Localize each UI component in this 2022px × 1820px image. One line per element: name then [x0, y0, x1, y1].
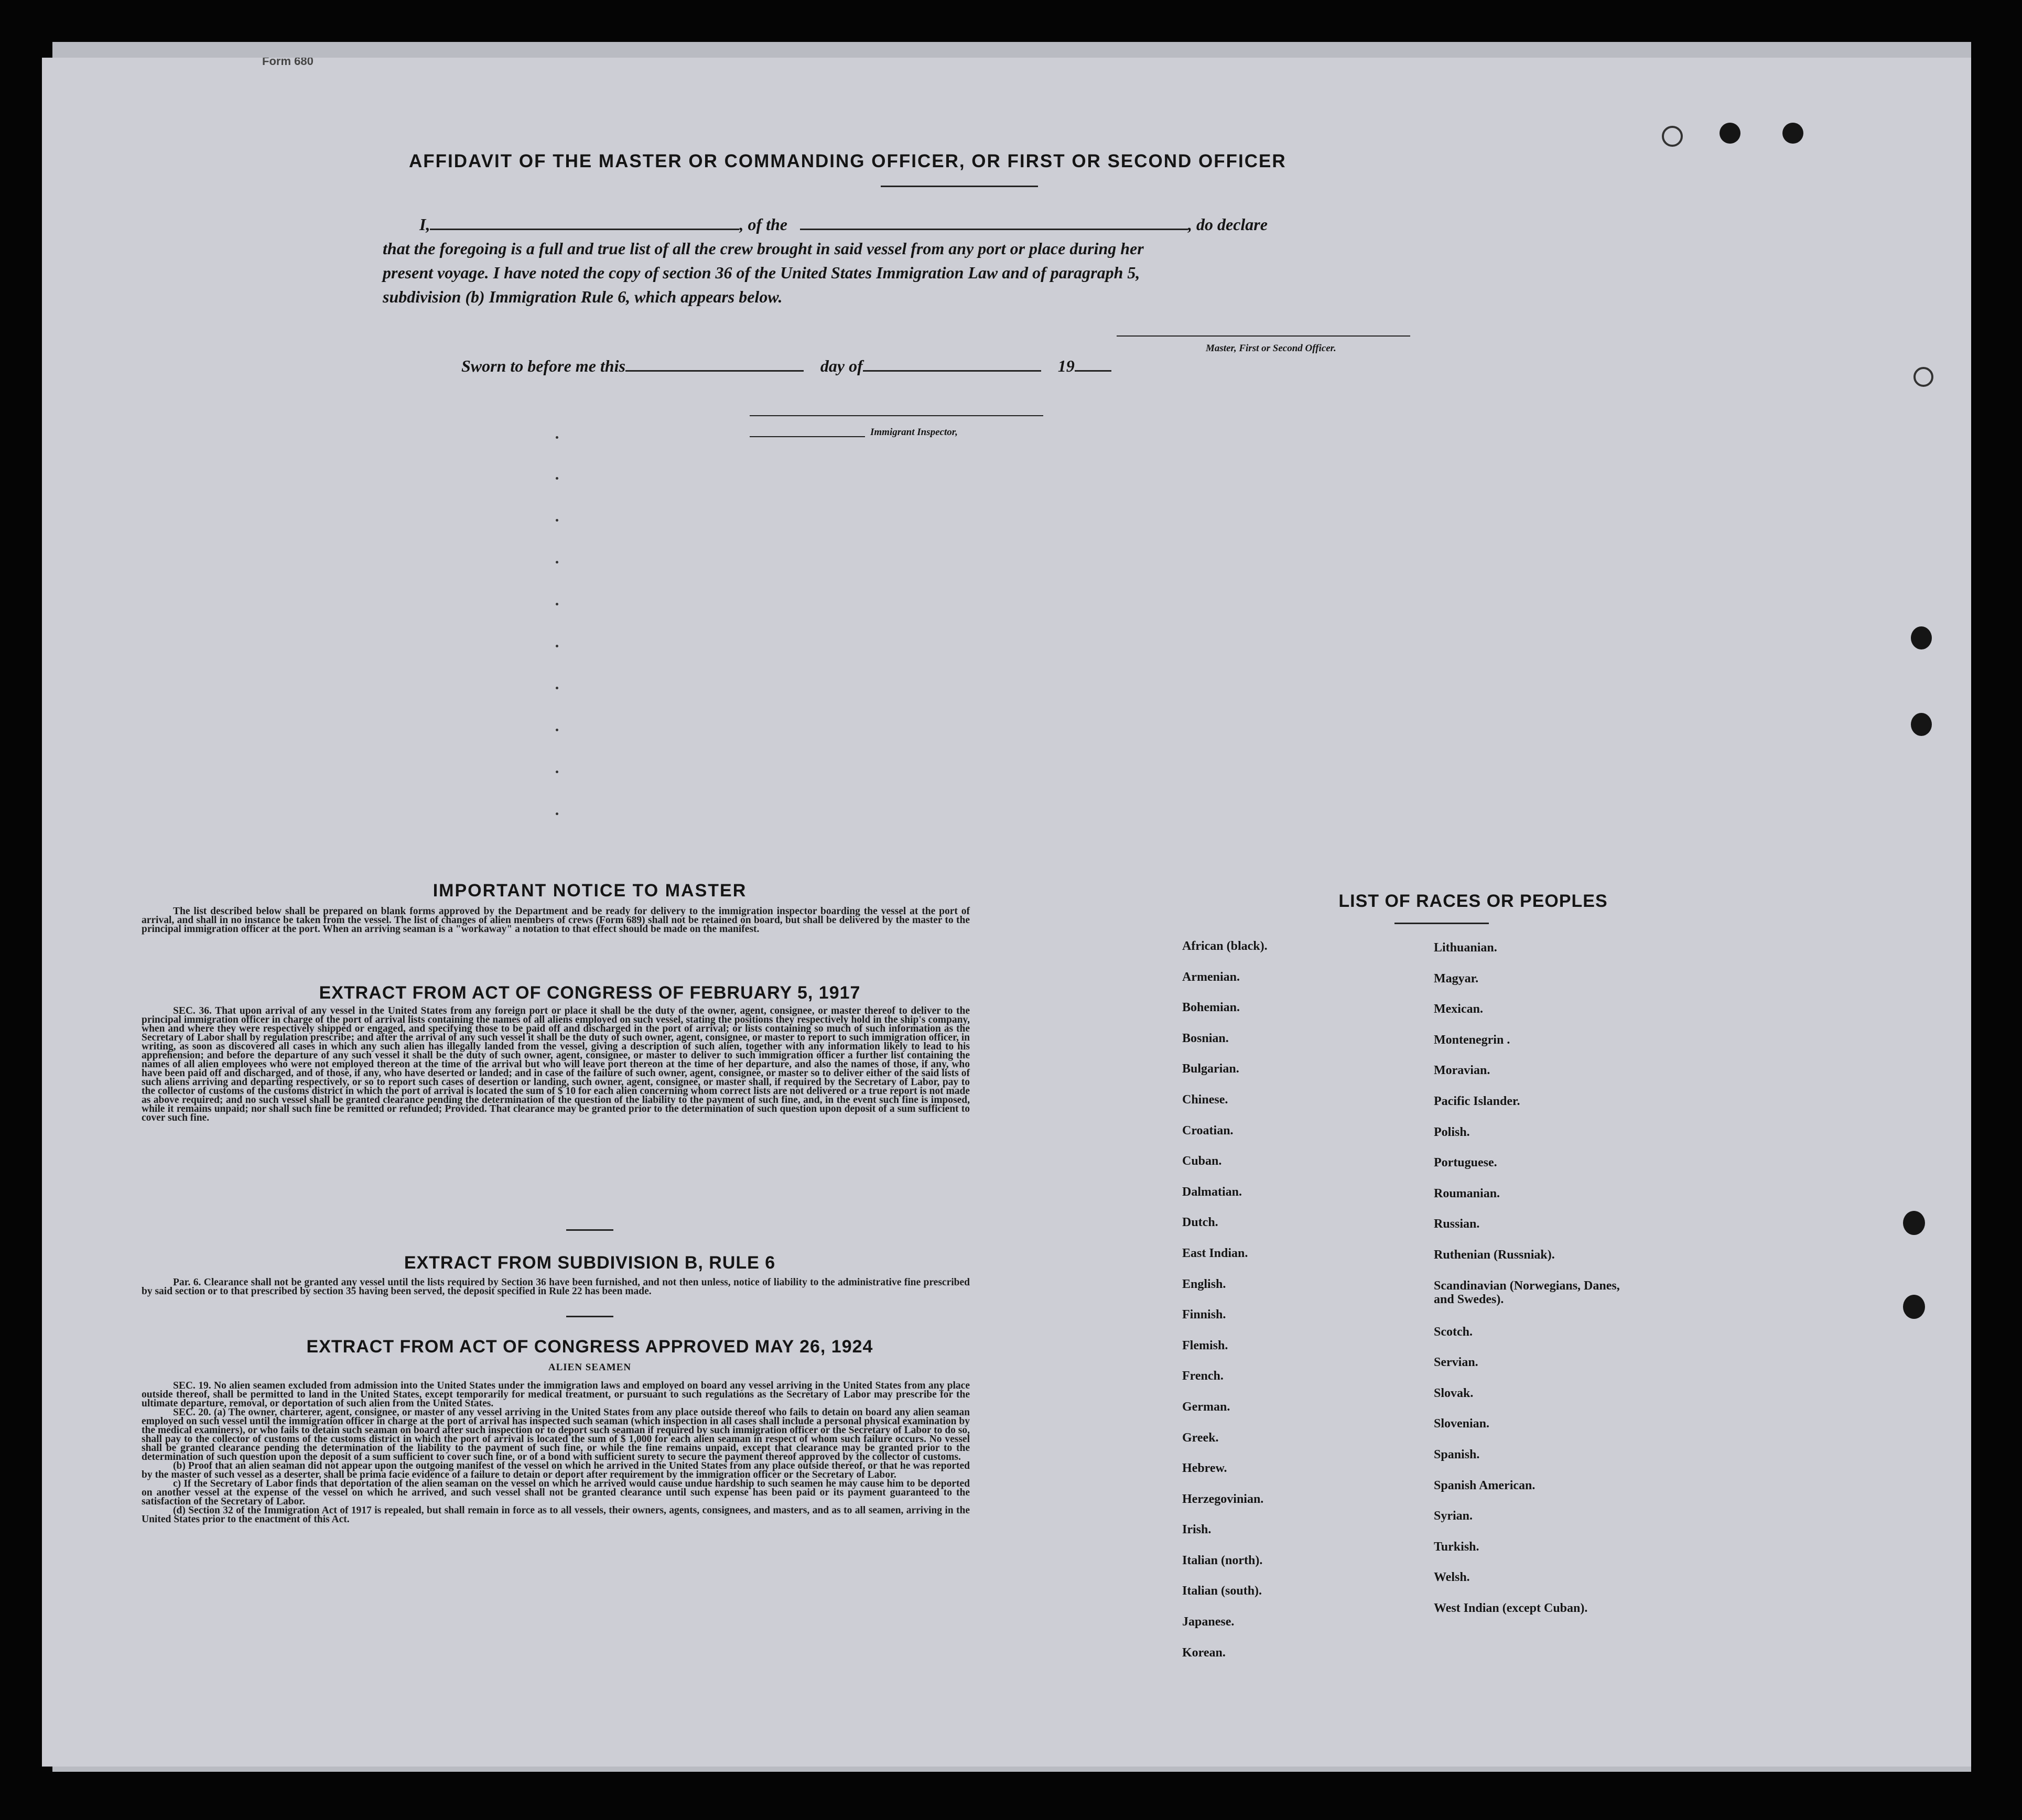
- race-item: Mexican.: [1434, 1002, 1483, 1016]
- extract-1917-title: EXTRACT FROM ACT OF CONGRESS OF FEBRUARY 5, 1917: [319, 983, 861, 1003]
- section-20d-paragraph: (d) Section 32 of the Immigration Act of 1917 is repealed, but shall remain in force as to all vessels, their owners, agents, consignees, and masters, and as to all seamen, arriving in the United States prior to the enactment of this Act.: [142, 1505, 970, 1525]
- race-item: French.: [1182, 1369, 1224, 1383]
- race-item: Croatian.: [1182, 1123, 1234, 1138]
- affidavit-line-3: present voyage. I have noted the copy of section 36 of the United States Immigration Law and of paragraph 5,: [383, 263, 1140, 282]
- bleed-mark: [556, 477, 558, 480]
- race-item: Moravian.: [1434, 1064, 1490, 1078]
- race-item: Italian (north).: [1182, 1553, 1263, 1567]
- race-item: Polish.: [1434, 1125, 1470, 1139]
- section-20b-paragraph: (b) Proof that an alien seaman did not appear upon the outgoing manifest of the vessel on which he arrived in the United States from any place outside thereof, or that he was reported by the master of such vessel as a deserter, shall be prima facie evidence of a failure to detain or deport after requirement by the immigration officer or the Secretary of Labor.: [142, 1460, 970, 1480]
- race-item: Lithuanian.: [1434, 941, 1497, 955]
- race-item: Portuguese.: [1434, 1156, 1497, 1170]
- race-item: Pacific Islander.: [1434, 1094, 1520, 1108]
- extract-1917-text: [142, 1006, 970, 1122]
- notice-paragraph: The list described below shall be prepared on blank forms approved by the Department and be ready for delivery to the immigration inspector boarding the vessel at the port of arrival, and shall in no instance be taken from the vessel. The list of changes of alien members of crews (Form 689) shall not be retained on board, but shall be delivered by the master to the principal immigration officer at the port. When an arriving seaman is a "workaway" a notation to that effect should be made on the manifest.: [142, 906, 970, 935]
- sworn-label: Sworn to before me this: [461, 356, 625, 375]
- punch-hole-icon: [1911, 713, 1932, 736]
- race-item: Chinese.: [1182, 1092, 1228, 1107]
- punch-hole-icon: [1903, 1295, 1925, 1319]
- section-36-paragraph: SEC. 36. That upon arrival of any vessel in the United States from any foreign port or place it shall be the duty of the owner, agent, consignee, or master thereof to deliver to the principal immigration officer in charge of the port of arrival lists containing the names of all aliens employed on such vessel, stating the positions they respectively hold in the ship's company, when and where they were respectively shipped or engaged, and specifying those to be paid off and discharged in the port of arrival; or lists containing so much of such information as the Secretary of Labor shall by regulation prescribe; and after the arrival of any such vessel it shall be the duty of such owner, agent, consignee, or master to report to such immigration officer, in writing, as soon as discovered all cases in which any such alien has illegally landed from the vessel, giving a description of such alien, together with any information likely to lead to his apprehension; and before the departure of any such vessel it shall be the duty of such owner, agent, consignee, or master to deliver to such immigration officer a further list containing the names of all alien employees who were not employed thereon at the time of the arrival but who will leave port thereon at the time of her departure, and also the names of those, if any, who have been paid off and discharged, and of those, if any, who have deserted or landed; and in case of the failure of such owner, agent, consignee, or master so to deliver either of the said lists of such aliens arriving and departing respectively, or so to report such cases of desertion or landing, such owner, agent, consignee, or master shall, if required by the Secretary of Labor, pay to the collector of customs of the customs district in which the port of arrival is located the sum of $ 10 for each alien concerning whom correct lists are not delivered or a true report is not made as above required; and no such vessel shall be granted clearance pending the determination of the question of the liability to the payment of such fine, and, in the event such fine is imposed, while it remains unpaid; nor shall such fine be remitted or refunded; Provided. That clearance may be granted prior to the determination of such question upon deposit of a sum sufficient to cover such fine.: [142, 1005, 970, 1123]
- race-item: Cuban.: [1182, 1154, 1222, 1168]
- notice-title: IMPORTANT NOTICE TO MASTER: [432, 881, 747, 901]
- affidavit-line-1: [419, 215, 1268, 234]
- race-item: Bulgarian.: [1182, 1062, 1239, 1076]
- race-item: Magyar.: [1434, 971, 1479, 985]
- bleed-mark: [556, 687, 558, 689]
- inspector-caption: Immigrant Inspector,: [870, 427, 958, 438]
- punch-hole-icon: [1913, 367, 1933, 387]
- race-item: Irish.: [1182, 1523, 1212, 1537]
- races-title: LIST OF RACES OR PEOPLES: [1338, 891, 1608, 911]
- month-blank: [863, 358, 1041, 372]
- race-item: Scotch.: [1434, 1325, 1473, 1339]
- bleed-mark: [556, 771, 558, 773]
- bleed-mark: [556, 603, 558, 605]
- race-item: East Indian.: [1182, 1246, 1248, 1260]
- race-item: Dutch.: [1182, 1216, 1218, 1230]
- section-20c-paragraph: c) If the Secretary of Labor finds that deportation of the alien seaman on the vessel on which he arrived would cause undue hardship to such seamen he may cause him to be deported on another vessel at the expense of the vessel on which he arrived, and such vessel shall not be granted clearance until such expense has been paid or its payment guaranteed to the satisfaction of the Secretary of Labor.: [142, 1478, 970, 1507]
- race-item: Slovak.: [1434, 1386, 1474, 1400]
- day-of-label: day of: [820, 356, 863, 375]
- bleed-mark: [556, 645, 558, 647]
- race-item: Flemish.: [1182, 1338, 1228, 1352]
- punch-hole-icon: [1720, 123, 1740, 144]
- race-item: Bosnian.: [1182, 1031, 1229, 1045]
- bleed-mark: [556, 561, 558, 564]
- races-list-left: [1182, 939, 1402, 1676]
- race-item: Dalmatian.: [1182, 1185, 1242, 1199]
- bleed-mark: [556, 729, 558, 731]
- race-item: Finnish.: [1182, 1308, 1226, 1322]
- alien-seamen-subtitle: ALIEN SEAMEN: [548, 1362, 632, 1373]
- punch-hole-icon: [1782, 123, 1803, 144]
- year-label: 19: [1057, 356, 1075, 375]
- paragraph-6: Par. 6. Clearance shall not be granted any vessel until the lists required by Section 36 have been furnished, and not then unless, notice of liability to the administrative fine prescribed by said section or to that prescribed by section 35 having been served, the deposit specified in Rule 22 has been made.: [142, 1277, 970, 1297]
- vessel-blank: [800, 216, 1188, 230]
- race-item: German.: [1182, 1400, 1230, 1414]
- race-item: Welsh.: [1434, 1570, 1470, 1585]
- race-item: Syrian.: [1434, 1509, 1473, 1523]
- race-item: Italian (south).: [1182, 1584, 1262, 1598]
- punch-hole-icon: [1903, 1211, 1925, 1235]
- year-blank: [1075, 358, 1111, 372]
- section-divider: [566, 1229, 613, 1231]
- extract-rule6-text: [142, 1278, 970, 1296]
- day-blank: [625, 358, 804, 372]
- race-item: Russian.: [1434, 1217, 1480, 1231]
- affidavit-line-2: that the foregoing is a full and true list of all the crew brought in said vessel from any port or place during her: [383, 239, 1144, 258]
- race-item: Ruthenian (Russniak).: [1434, 1248, 1555, 1262]
- extract-rule6-title: EXTRACT FROM SUBDIVISION B, RULE 6: [404, 1253, 776, 1273]
- races-underline: [1394, 923, 1489, 924]
- document-page: [42, 58, 1971, 1767]
- race-item: English.: [1182, 1277, 1226, 1291]
- section-19-paragraph: SEC. 19. No alien seamen excluded from admission into the United States under the immigration laws and employed on board any vessel arriving in the United States from any place outside thereof, shall be permitted to land in the United States, except temporarily for medical treatment, or pursuant to such regulations as the Secretary of Labor may prescribe for the ultimate departure, removal, or deportation of such alien from the United States.: [142, 1380, 970, 1409]
- race-item: Greek.: [1182, 1431, 1219, 1445]
- punch-hole-icon: [1911, 626, 1932, 649]
- section-divider: [566, 1316, 613, 1317]
- race-item: African (black).: [1182, 939, 1268, 953]
- affidavit-line-4: subdivision (b) Immigration Rule 6, which appears below.: [383, 287, 783, 306]
- bleed-mark: [556, 519, 558, 522]
- affidavit-vessel-label: , of the: [739, 215, 787, 234]
- punch-hole-icon: [1662, 126, 1683, 147]
- bleed-mark: [556, 812, 558, 815]
- extract-1924-text: [142, 1381, 970, 1524]
- inspector-line-short: [750, 436, 865, 437]
- race-item: Hebrew.: [1182, 1461, 1227, 1476]
- signature-caption: Master, First or Second Officer.: [1206, 343, 1336, 354]
- affidavit-declarant-label: I,: [419, 215, 430, 234]
- race-item: Herzegovinian.: [1182, 1492, 1264, 1506]
- race-item: Turkish.: [1434, 1540, 1479, 1554]
- title-underline: [881, 186, 1038, 187]
- race-item: Roumanian.: [1434, 1186, 1500, 1200]
- race-item: West Indian (except Cuban).: [1434, 1601, 1588, 1615]
- race-item: Korean.: [1182, 1645, 1226, 1660]
- race-item: Armenian.: [1182, 970, 1240, 984]
- extract-1924-title: EXTRACT FROM ACT OF CONGRESS APPROVED MAY 26, 1924: [306, 1337, 873, 1357]
- signature-line: [1117, 335, 1410, 337]
- race-item: Spanish American.: [1434, 1478, 1536, 1492]
- race-item: Japanese.: [1182, 1615, 1235, 1629]
- race-item: Servian.: [1434, 1356, 1478, 1370]
- race-item: Montenegrin .: [1434, 1033, 1510, 1047]
- name-blank: [430, 216, 739, 230]
- affidavit-title: AFFIDAVIT OF THE MASTER OR COMMANDING OFFICER, OR FIRST OR SECOND OFFICER: [409, 151, 1286, 171]
- affidavit-declare-label: , do declare: [1188, 215, 1268, 234]
- section-20a-paragraph: SEC. 20. (a) The owner, charterer, agent, consignee, or master of any vessel arriving in the United States from any place outside thereof who fails to detain on board any alien seaman employed on such vessel until the immigration officer in charge at the port of arrival has inspected such seaman (which inspection in all cases shall include a personal physical examination by the medical examiners), or who fails to detain such seaman on board after such inspection or to deport such seaman if required by such immigration officer or the Secretary of Labor to do so, shall pay to the collector of customs of the customs district in which the port of arrival is located the sum of $ 1,000 for each alien seaman in respect of whom such failure occurs. No vessel shall be granted clearance pending the determination of the liability to the payment of such fine, or while the fine remains unpaid, except that clearance may be granted prior to the determination of such question upon the deposit of a sum sufficient to cover such fine, or of a bond with sufficient surety to secure the payment thereof approved by the collector of customs.: [142, 1407, 970, 1462]
- races-list-right: [1434, 941, 1654, 1632]
- inspector-line: [750, 415, 1043, 416]
- sworn-line: [461, 356, 1111, 376]
- race-item: Spanish.: [1434, 1447, 1480, 1461]
- race-item: Scandinavian (Norwegians, Danes, and Swedes).: [1434, 1279, 1620, 1306]
- form-number: Form 680: [262, 58, 313, 68]
- bleed-mark: [556, 436, 558, 439]
- notice-text: [142, 907, 970, 934]
- race-item: Bohemian.: [1182, 1001, 1240, 1015]
- race-item: Slovenian.: [1434, 1417, 1490, 1431]
